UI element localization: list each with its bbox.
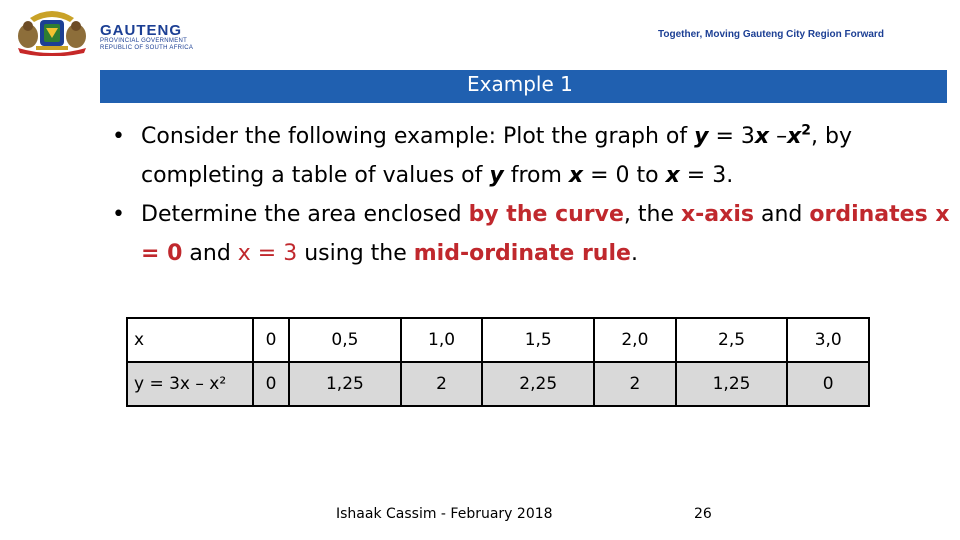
brand-line-1: PROVINCIAL GOVERNMENT bbox=[100, 38, 188, 44]
y-cell: 0 bbox=[787, 362, 869, 406]
y-cell: 1,25 bbox=[676, 362, 788, 406]
y-cell: 0 bbox=[253, 362, 289, 406]
brand-line-2: REPUBLIC OF SOUTH AFRICA bbox=[100, 45, 194, 51]
coat-of-arms-logo bbox=[10, 8, 94, 56]
bullet-item-2: • Determine the area enclosed by the curve, the x-axis and ordinates x = 0 and x = 3 using the mid-ordinate rule. bbox=[112, 195, 952, 273]
values-table bbox=[126, 317, 870, 407]
tagline: Together, Moving Gauteng City Region Forward bbox=[658, 29, 884, 40]
bullet-list bbox=[112, 117, 952, 273]
table-row-x bbox=[127, 318, 869, 362]
y-cell: 1,25 bbox=[289, 362, 401, 406]
x-cell: 2,0 bbox=[594, 318, 675, 362]
x-cell: 1,0 bbox=[401, 318, 482, 362]
x-cell: 0 bbox=[253, 318, 289, 362]
x-header-cell: x bbox=[127, 318, 253, 362]
bullet-item-1: • Consider the following example: Plot the graph of y = 3x $-x^2$, by completing a table of values of y from x = 0 to x = 3. bbox=[112, 117, 952, 195]
footer-author: Ishaak Cassim - February 2018 bbox=[336, 506, 553, 522]
x-cell: 0,5 bbox=[289, 318, 401, 362]
x-cell: 2,5 bbox=[676, 318, 788, 362]
header-bar bbox=[0, 0, 960, 62]
slide-title: Example 1 bbox=[467, 72, 573, 96]
y-cell: 2 bbox=[401, 362, 482, 406]
page-number: 26 bbox=[694, 506, 712, 522]
gauteng-brand bbox=[100, 24, 193, 52]
bullet-dot-icon: • bbox=[112, 124, 125, 149]
y-cell: 2 bbox=[594, 362, 675, 406]
y-header-cell: y = 3x – x² bbox=[127, 362, 253, 406]
y-cell: 2,25 bbox=[482, 362, 594, 406]
bullet-dot-icon: • bbox=[112, 202, 125, 227]
table-row-y bbox=[127, 362, 869, 406]
x-cell: 1,5 bbox=[482, 318, 594, 362]
brand-name: GAUTENG bbox=[100, 22, 182, 39]
x-cell: 3,0 bbox=[787, 318, 869, 362]
